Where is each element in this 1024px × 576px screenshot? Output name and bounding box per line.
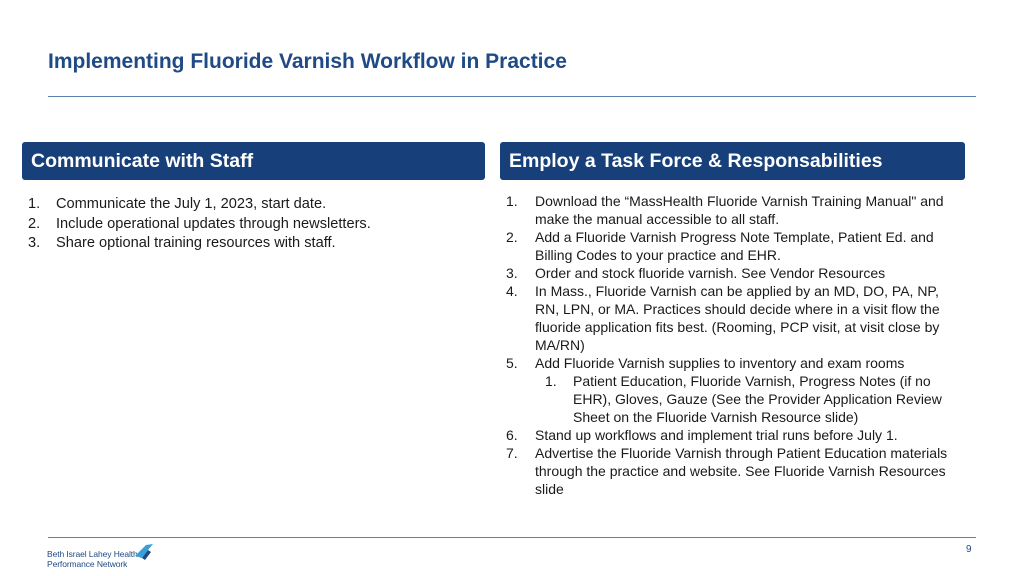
item-text: Download the “MassHealth Fluoride Varnish Training Manual" and make the manual accessible to all staff. — [535, 193, 944, 227]
item-number: 2. — [506, 229, 518, 245]
item-number: 3. — [28, 235, 41, 251]
item-text: In Mass., Fluoride Varnish can be applied by an MD, DO, PA, NP, RN, LPN, or MA. Practices should decide where in a visit flow the fluoride application fits best. (Rooming, PCP visit, at visit close by MA/RN) — [535, 283, 940, 353]
bilh-logo — [47, 542, 157, 570]
item-number: 6. — [506, 427, 518, 443]
list-item — [506, 354, 966, 372]
item-text: Advertise the Fluoride Varnish through Patient Education materials through the practice and website. See Fluoride Varnish Resources slide — [535, 445, 948, 497]
title-divider — [48, 96, 976, 97]
task-force-header: Employ a Task Force & Responsabilities — [500, 142, 965, 180]
item-number: 1. — [545, 373, 557, 389]
item-text: Add Fluoride Varnish supplies to inventory and exam rooms — [535, 355, 905, 371]
item-text: Share optional training resources with staff. — [56, 235, 336, 251]
task-force-list — [506, 192, 966, 498]
slide-title: Implementing Fluoride Varnish Workflow in Practice — [48, 50, 567, 73]
list-item — [506, 228, 966, 264]
list-item — [28, 234, 478, 254]
list-item — [506, 426, 966, 444]
item-number: 1. — [506, 193, 518, 209]
item-number: 3. — [506, 265, 518, 281]
item-text: Stand up workflows and implement trial runs before July 1. — [535, 427, 898, 443]
page-number: 9 — [966, 544, 972, 555]
list-item — [506, 444, 966, 498]
item-number: 5. — [506, 355, 518, 371]
list-item — [28, 215, 478, 235]
footer-divider — [48, 537, 976, 538]
logo-text — [47, 549, 138, 569]
communicate-staff-header: Communicate with Staff — [22, 142, 485, 180]
item-text: Communicate the July 1, 2023, start date. — [56, 196, 327, 212]
item-number: 2. — [28, 215, 41, 232]
item-text: Order and stock fluoride varnish. See Vendor Resources — [535, 265, 886, 281]
item-number: 4. — [506, 283, 518, 299]
item-number: 1. — [28, 196, 41, 212]
item-text: Include operational updates through newsletters. — [56, 215, 371, 232]
bird-icon — [133, 542, 155, 562]
list-item — [28, 195, 478, 215]
item-number: 7. — [506, 445, 518, 461]
logo-line-1: Beth Israel Lahey Health — [47, 549, 138, 559]
sub-list-item — [506, 372, 966, 426]
list-item — [506, 264, 966, 282]
item-text: Patient Education, Fluoride Varnish, Progress Notes (if no EHR), Gloves, Gauze (See the Provider Application Review Sheet on the Fluoride Varnish Resource slide) — [573, 373, 942, 425]
item-text: Add a Fluoride Varnish Progress Note Template, Patient Ed. and Billing Codes to your practice and EHR. — [535, 229, 934, 263]
communicate-staff-list — [28, 195, 478, 254]
list-item — [506, 282, 966, 354]
list-item — [506, 192, 966, 228]
logo-line-2: Performance Network — [47, 559, 128, 569]
